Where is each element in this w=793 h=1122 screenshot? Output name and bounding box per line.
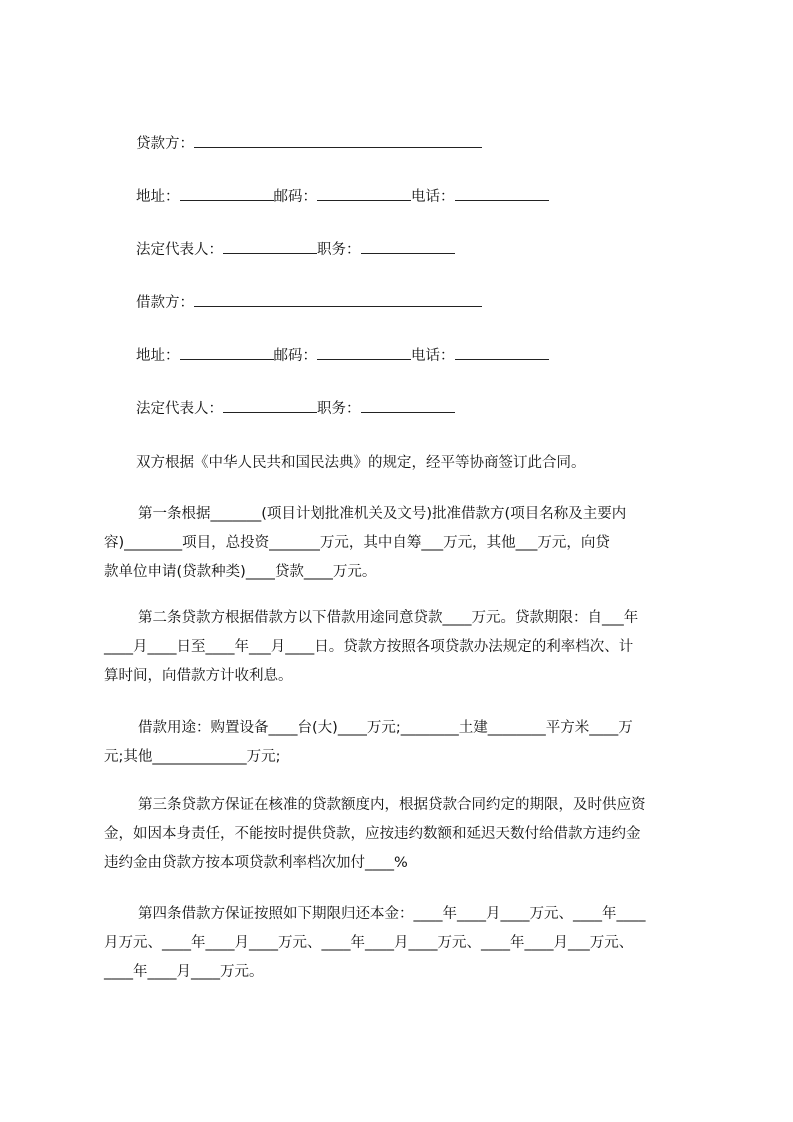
- lender-position-label: 职务：: [317, 242, 361, 258]
- lender-postcode-label: 邮码：: [273, 189, 317, 205]
- borrower-address-blank[interactable]: [180, 344, 274, 360]
- lender-phone-label: 电话：: [411, 189, 455, 205]
- borrower-postcode-label: 邮码：: [273, 348, 317, 364]
- article-3-line: 第三条贷款方保证在核准的贷款额度内，根据贷款合同约定的期限，及时供应资: [138, 797, 646, 813]
- lender-position-blank[interactable]: [361, 238, 455, 254]
- loan-usage: [104, 714, 702, 772]
- article-2-line: 算时间，向借款方计收利息。: [104, 668, 293, 684]
- lender-address-line: [136, 185, 549, 207]
- article-1-line: 容)________项目，总投资_______万元，其中自筹___万元，其他___万元，向贷: [104, 535, 610, 551]
- article-4-line: 第四条借款方保证按照如下期限归还本金：____年____月____万元、____年____: [138, 906, 646, 922]
- borrower-rep-blank[interactable]: [223, 397, 317, 413]
- article-4-line: ____年____月____万元。: [104, 964, 264, 980]
- lender-name-blank[interactable]: [194, 132, 482, 148]
- article-3: [104, 791, 702, 878]
- borrower-postcode-blank[interactable]: [317, 344, 411, 360]
- borrower-position-label: 职务：: [317, 401, 361, 417]
- intro-paragraph: 双方根据《中华人民共和国民法典》的规定，经平等协商签订此合同。: [136, 455, 586, 471]
- lender-rep-blank[interactable]: [223, 238, 317, 254]
- article-2-line: ____月____日至____年___月____日。贷款方按照各项贷款办法规定的利率档次、计: [104, 639, 634, 655]
- article-2-line: 第二条贷款方根据借款方以下借款用途同意贷款____万元。贷款期限：自___年: [138, 610, 639, 626]
- borrower-position-blank[interactable]: [361, 397, 455, 413]
- borrower-name-label: 借款方：: [136, 295, 194, 311]
- lender-phone-blank[interactable]: [455, 185, 549, 201]
- borrower-phone-blank[interactable]: [455, 344, 549, 360]
- lender-rep-label: 法定代表人：: [136, 242, 223, 258]
- borrower-name-line: [136, 291, 482, 313]
- article-3-line: 违约金由贷款方按本项贷款利率档次加付____%: [104, 855, 408, 871]
- article-2: [104, 604, 702, 691]
- borrower-address-label: 地址：: [136, 348, 180, 364]
- borrower-phone-label: 电话：: [411, 348, 455, 364]
- loan-usage-line: 借款用途：购置设备____台(大)____万元;________土建________平方米____万: [138, 720, 633, 736]
- borrower-rep-line: [136, 397, 455, 419]
- article-1-line: 第一条根据_______(项目计划批准机关及文号)批准借款方(项目名称及主要内: [138, 506, 627, 522]
- borrower-name-blank[interactable]: [194, 291, 482, 307]
- lender-address-blank[interactable]: [180, 185, 274, 201]
- lender-address-label: 地址：: [136, 189, 180, 205]
- borrower-rep-label: 法定代表人：: [136, 401, 223, 417]
- loan-usage-line: 元;其他_____________万元;: [104, 749, 281, 765]
- article-3-line: 金，如因本身责任，不能按时提供贷款，应按违约数额和延迟天数付给借款方违约金: [104, 826, 641, 842]
- article-4-line: 月万元、____年____月____万元、____年____月____万元、____年____月___万元、: [104, 935, 634, 951]
- article-1: [104, 500, 702, 587]
- lender-rep-line: [136, 238, 455, 260]
- borrower-address-line: [136, 344, 549, 366]
- lender-name-line: [136, 132, 482, 154]
- article-4: [104, 900, 702, 987]
- lender-name-label: 贷款方：: [136, 136, 194, 152]
- article-1-line: 款单位申请(贷款种类)____贷款____万元。: [104, 564, 377, 580]
- lender-postcode-blank[interactable]: [317, 185, 411, 201]
